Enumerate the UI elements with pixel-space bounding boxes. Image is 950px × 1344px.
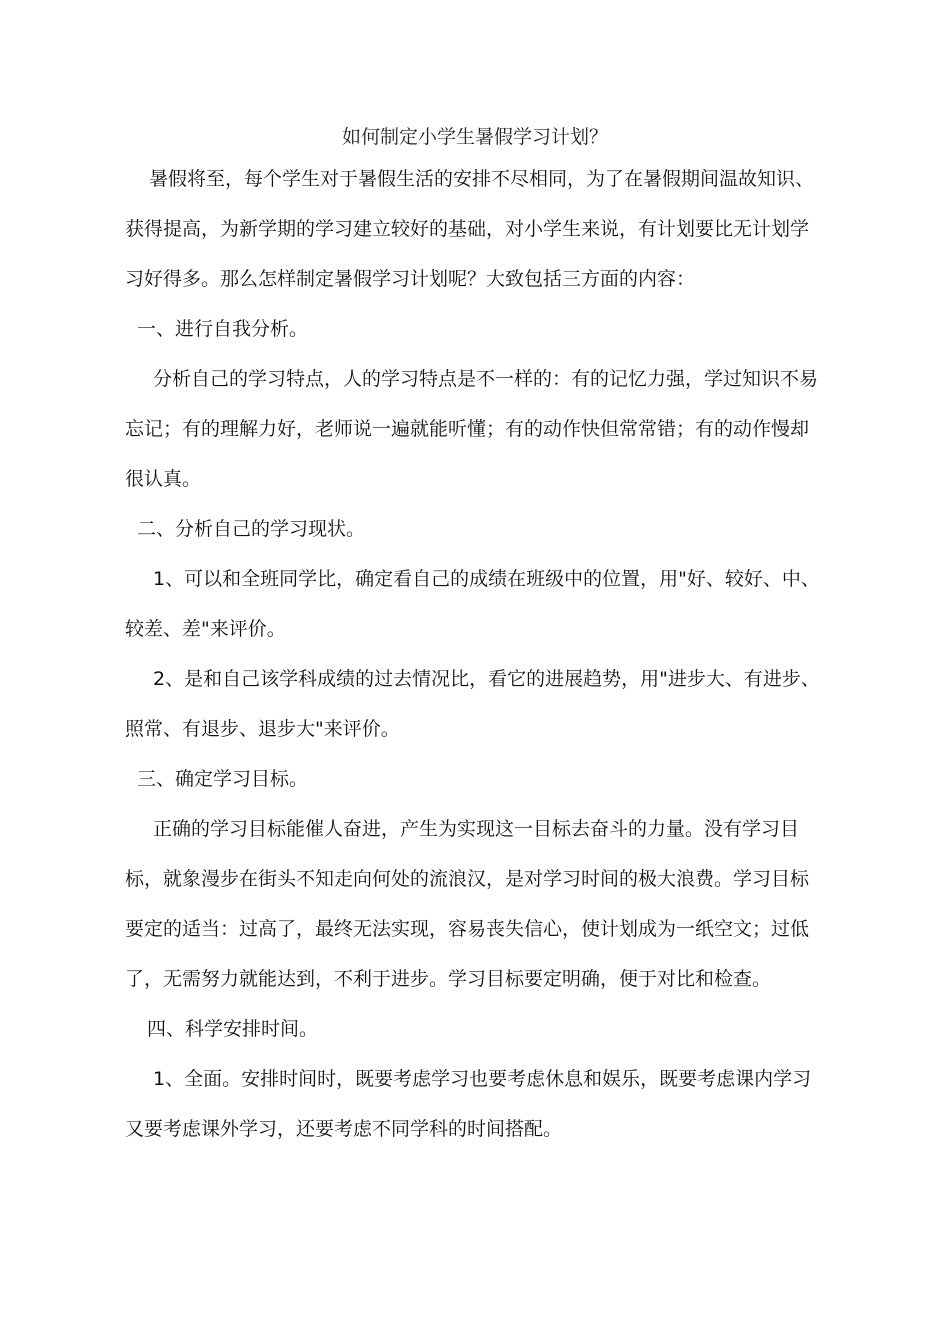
section-4-item-1: 1、全面。安排时间时，既要考虑学习也要考虑休息和娱乐，既要考虑课内学习又要考虑课外学习，还要考虑不同学科的时间搭配。 — [125, 1068, 812, 1140]
intro-paragraph: 暑假将至，每个学生对于暑假生活的安排不尽相同，为了在暑假期间温故知识、获得提高，为新学期的学习建立较好的基础，对小学生来说，有计划要比无计划学习好得多。那么怎样制定暑假学习计划呢？大致包括三方面的内容： — [125, 168, 815, 290]
section-3-heading: 三、确定学习目标。 — [137, 768, 309, 790]
section-3-body: 正确的学习目标能催人奋进，产生为实现这一目标去奋斗的力量。没有学习目标，就象漫步在街头不知走向何处的流浪汉，是对学习时间的极大浪费。学习目标要定的适当：过高了，最终无法实现，容易丧失信心，使计划成为一纸空文；过低了，无需努力就能达到，不利于进步。学习目标要定明确，便于对比和检查。 — [125, 818, 810, 990]
section-4-heading: 四、科学安排时间。 — [147, 1018, 319, 1040]
section-2-item-1: 1、可以和全班同学比，确定看自己的成绩在班级中的位置，用"好、较好、中、较差、差"来评价。 — [125, 568, 820, 640]
document-title: 如何制定小学生暑假学习计划？ — [341, 126, 608, 148]
section-1-heading: 一、进行自我分析。 — [137, 318, 309, 340]
document-body — [125, 154, 825, 1154]
section-2-item-2: 2、是和自己该学科成绩的过去情况比，看它的进展趋势，用"进步大、有进步、照常、有退步、退步大"来评价。 — [125, 668, 820, 740]
section-2-heading: 二、分析自己的学习现状。 — [137, 518, 366, 540]
section-1-body: 分析自己的学习特点，人的学习特点是不一样的：有的记忆力强，学过知识不易忘记；有的理解力好，老师说一遍就能听懂；有的动作快但常常错；有的动作慢却很认真。 — [125, 368, 819, 490]
